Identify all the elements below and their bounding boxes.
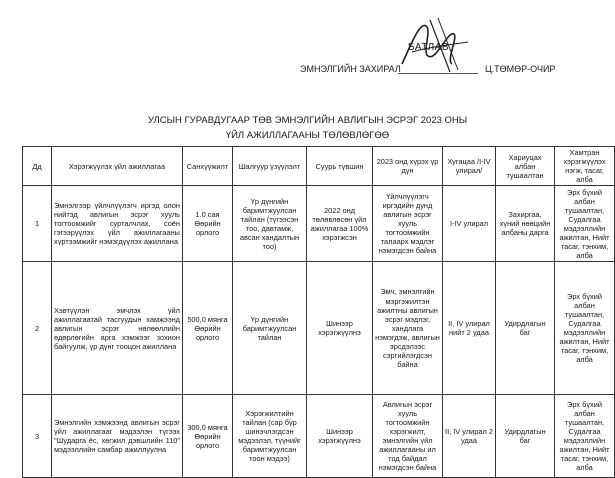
- responsible-cell: Удирдлагын баг: [496, 262, 555, 395]
- result-cell: Үйлчлүүлэгч иргэдийн дунд авлигын эсрэг хууль тогтоомжийн талаарх мэдлэг нэмэгдсэн байна: [373, 186, 443, 262]
- partners-cell: Эрх бүхий албан тушаалтан, Судалгаа мэдээллийн ажилтан, Нийт тасаг, тэнхим, алба: [555, 186, 615, 262]
- responsible-cell: Захиргаа, хүний нөөцийн албаны дарга: [496, 186, 555, 262]
- table-row: [23, 395, 615, 478]
- col-header-responsible: Хариуцах албан тушаалтан: [496, 147, 555, 186]
- indicator-cell: Үр дүнгийн баримтжуулсан тайлан: [233, 262, 307, 395]
- row-number: 1: [23, 186, 52, 262]
- col-header-baseline: Суурь түвшин: [307, 147, 373, 186]
- activity-cell: Эмнэлгийн хэмжээнд авлигын эсрэг үйл ажиллагааг мэдээлэн түгээх "Шударга ёс, хөгжил дэвшлийн 110" мэдээллийн самбар ажиллуулна: [52, 395, 183, 478]
- col-header-no: Дд: [23, 147, 52, 186]
- result-cell: Эмч, эмнэлгийн мэргэжилтэн ажилтны авлигын эсрэг мэдлэг, хандлага нэмэгдэж, авлигын эрсдэлээс сэргийлэгдсэн байна: [373, 262, 443, 395]
- director-role: ЭМНЭЛГИЙН ЗАХИРАЛ: [300, 64, 401, 74]
- period-cell: II, IV улирал 2 удаа: [443, 395, 496, 478]
- period-cell: II, IV улирал нийт 2 удаа: [443, 262, 496, 395]
- activity-cell: Хэвтүүлэн эмчлэх үйл ажиллагаатай тасгуудын хамжээнд авлигын эсрэг нөлөөллийн өдөрлөгийн арга хэмжээг зохион байгуулж, үр дүнг тооцон ажиллана: [52, 262, 183, 395]
- col-header-partners: Хамтран хэрэгжүүлэх нэгж, тасаг, алба: [555, 147, 615, 186]
- col-header-indicator: Шалгуур үзүүлэлт: [233, 147, 307, 186]
- director-name: Ц.ТӨМӨР-ОЧИР: [485, 64, 556, 74]
- baseline-cell: Шинээр хэрэгжүүлнэ: [307, 395, 373, 478]
- period-cell: I-IV улирал: [443, 186, 496, 262]
- col-header-period: Хугацаа /I-IV улирал/: [443, 147, 496, 186]
- result-cell: Авлигын эсрэг хууль тогтоомжийн хэрэгжилт, эмнэлгийн үйл ажиллагааны ил тод байдал нэмэгдсэн байна: [373, 395, 443, 478]
- indicator-cell: Үр дүнгийн баримтжуулсан тайлан (түгээсэн тоо, давтамж, авсан хандалтын тоо): [233, 186, 307, 262]
- handwritten-signature: [392, 12, 472, 78]
- partners-cell: Эрх бүхий албан тушаалтан, Судалгаа мэдээллийн ажилтан, Нийт тасаг, тэнхим, алба: [555, 395, 615, 478]
- col-header-result: 2023 онд хүрэх үр дүн: [373, 147, 443, 186]
- table-row: [23, 262, 615, 395]
- row-number: 3: [23, 395, 52, 478]
- approval-title: БАТЛАВ: [408, 42, 450, 53]
- funding-cell: 500,0 мянга Өөрийн орлого: [183, 262, 233, 395]
- baseline-cell: Шинээр хэрэгжүүлнэ: [307, 262, 373, 395]
- approval-block: [300, 38, 600, 78]
- plan-table: [22, 146, 615, 478]
- document-title: УЛСЫН ГУРАВДУГААР ТӨВ ЭМНЭЛГИЙН АВЛИГЫН ЭСРЭГ 2023 ОНЫ: [147, 115, 468, 126]
- document-subtitle: ҮЙЛ АЖИЛЛАГААНЫ ТӨЛӨВЛӨГӨӨ: [225, 130, 390, 141]
- table-header-row: [23, 147, 615, 186]
- col-header-funding: Санхүүжилт: [183, 147, 233, 186]
- partners-cell: Эрх бүхий албан тушаалтан, Судалгаа мэдээллийн ажилтан, Нийт тасаг, тэнхим, алба: [555, 262, 615, 395]
- row-number: 2: [23, 262, 52, 395]
- activity-cell: Эмнэлгээр үйлчлүүлэгч иргэд олон нийтэд авлигын эсрэг хууль тогтоомжийг сурталчлах, соён гэгээрүүлэх үйл ажиллагааны хүртээмжийг нэмэгдүүлэх ажиллана: [52, 186, 183, 262]
- col-header-activity: Хэрэгжүүлэх үйл ажиллагаа: [52, 147, 183, 186]
- responsible-cell: Удирдлагын баг: [496, 395, 555, 478]
- funding-cell: 300,0 мянга Өөрийн орлого: [183, 395, 233, 478]
- funding-cell: 1.0 сая Өөрийн орлого: [183, 186, 233, 262]
- baseline-cell: 2022 онд төлөвлөсөн үйл ажиллагаа 100% хэрэгжсэн: [307, 186, 373, 262]
- table-row: [23, 186, 615, 262]
- indicator-cell: Хэрэгжилтийн тайлан (сар бүр шинэчлэгдсэн мэдээлэл, түүнийг баримтжуулсан тоон мэдээ): [233, 395, 307, 478]
